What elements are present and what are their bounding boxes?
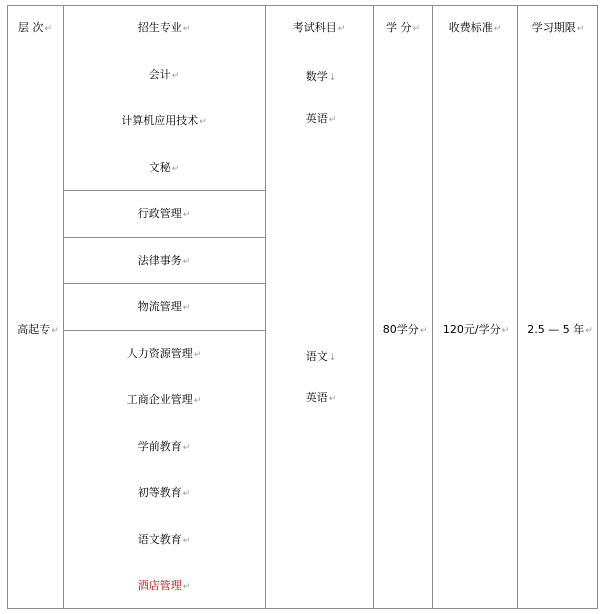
paragraph-mark-icon: ↵ — [182, 489, 191, 499]
major-item-text: 文秘 — [148, 161, 171, 174]
paragraph-mark-icon: ↵ — [182, 257, 191, 267]
paragraph-mark-icon: ↵ — [328, 394, 337, 404]
major-item — [138, 300, 191, 315]
header-level-text: 层 次 — [17, 21, 44, 34]
paragraph-mark-icon: ↵ — [328, 115, 337, 125]
major-item — [138, 440, 191, 455]
header-subjects-text: 考试科目 — [292, 21, 337, 34]
credits-value — [383, 323, 428, 338]
major-item-text: 工商企业管理 — [126, 393, 193, 406]
row-divider — [63, 237, 266, 238]
column-divider — [432, 5, 433, 609]
column-divider — [63, 5, 64, 609]
subject-item-text: 英语 — [305, 391, 328, 404]
major-item — [138, 486, 191, 501]
major-item-text: 行政管理 — [137, 207, 182, 220]
header-subjects — [293, 21, 346, 36]
paragraph-mark-icon: ↵ — [501, 326, 510, 336]
subject-item — [306, 350, 337, 365]
paragraph-mark-icon: ↵ — [171, 71, 180, 81]
header-level — [18, 21, 52, 36]
subject-item — [306, 70, 337, 85]
subject-item-text: 数学 — [305, 70, 328, 83]
header-major — [138, 21, 191, 36]
table-border-bottom — [7, 608, 598, 609]
line-break-mark-icon: ↓ — [328, 73, 337, 83]
header-major-text: 招生专业 — [137, 21, 182, 34]
major-item — [149, 161, 180, 176]
paragraph-mark-icon: ↵ — [182, 24, 191, 34]
major-item-text: 计算机应用技术 — [121, 114, 199, 127]
fee-value — [443, 323, 509, 338]
major-item-text: 语文教育 — [137, 533, 182, 546]
duration-value-text: 2.5 — 5 年 — [527, 323, 585, 336]
major-item-highlighted — [138, 579, 191, 594]
major-item — [138, 254, 191, 269]
paragraph-mark-icon: ↵ — [493, 24, 502, 34]
header-duration-text: 学习期限 — [531, 21, 576, 34]
fee-value-text: 120元/学分 — [442, 323, 501, 336]
major-item — [127, 347, 202, 362]
paragraph-mark-icon: ↵ — [182, 303, 191, 313]
major-item-text: 学前教育 — [137, 440, 182, 453]
paragraph-mark-icon: ↵ — [182, 443, 191, 453]
paragraph-mark-icon: ↵ — [337, 24, 346, 34]
major-item — [127, 393, 202, 408]
header-duration — [532, 21, 585, 36]
major-item-text: 人力资源管理 — [126, 347, 193, 360]
paragraph-mark-icon: ↵ — [193, 350, 202, 360]
table-border-right — [597, 5, 598, 609]
paragraph-mark-icon: ↵ — [182, 536, 191, 546]
column-divider — [517, 5, 518, 609]
paragraph-mark-icon: ↵ — [182, 582, 191, 592]
row-divider — [63, 283, 266, 284]
paragraph-mark-icon: ↵ — [199, 117, 207, 127]
paragraph-mark-icon: ↵ — [171, 164, 180, 174]
header-fee-text: 收费标准 — [448, 21, 493, 34]
major-item-text: 酒店管理 — [137, 579, 182, 592]
paragraph-mark-icon: ↵ — [193, 396, 202, 406]
major-item — [149, 68, 180, 83]
row-divider — [63, 330, 266, 331]
major-item-text: 物流管理 — [137, 300, 182, 313]
header-credits-text: 学 分 — [385, 21, 412, 34]
table-border-left — [7, 5, 8, 609]
paragraph-mark-icon: ↵ — [576, 24, 585, 34]
major-item-text: 法律事务 — [137, 254, 182, 267]
major-item-text: 会计 — [148, 68, 171, 81]
header-fee — [449, 21, 502, 36]
paragraph-mark-icon: ↵ — [51, 326, 59, 336]
level-value — [17, 323, 59, 338]
column-divider — [373, 5, 374, 609]
subject-item-text: 语文 — [305, 350, 328, 363]
table-border-top — [7, 5, 598, 6]
major-item-text: 初等教育 — [137, 486, 182, 499]
major-item — [138, 207, 191, 222]
subject-item — [306, 391, 337, 406]
subject-item-text: 英语 — [305, 112, 328, 125]
paragraph-mark-icon: ↵ — [585, 326, 593, 336]
paragraph-mark-icon: ↵ — [419, 326, 428, 336]
duration-value — [527, 323, 593, 338]
subject-item — [306, 112, 337, 127]
header-credits — [386, 21, 420, 36]
paragraph-mark-icon: ↵ — [182, 210, 191, 220]
paragraph-mark-icon: ↵ — [44, 24, 53, 34]
paragraph-mark-icon: ↵ — [412, 24, 421, 34]
row-divider — [63, 190, 266, 191]
column-divider — [265, 5, 266, 609]
level-value-text: 高起专 — [17, 323, 51, 336]
major-item — [121, 114, 207, 129]
line-break-mark-icon: ↓ — [328, 353, 337, 363]
credits-value-text: 80学分 — [382, 323, 419, 336]
major-item — [138, 533, 191, 548]
